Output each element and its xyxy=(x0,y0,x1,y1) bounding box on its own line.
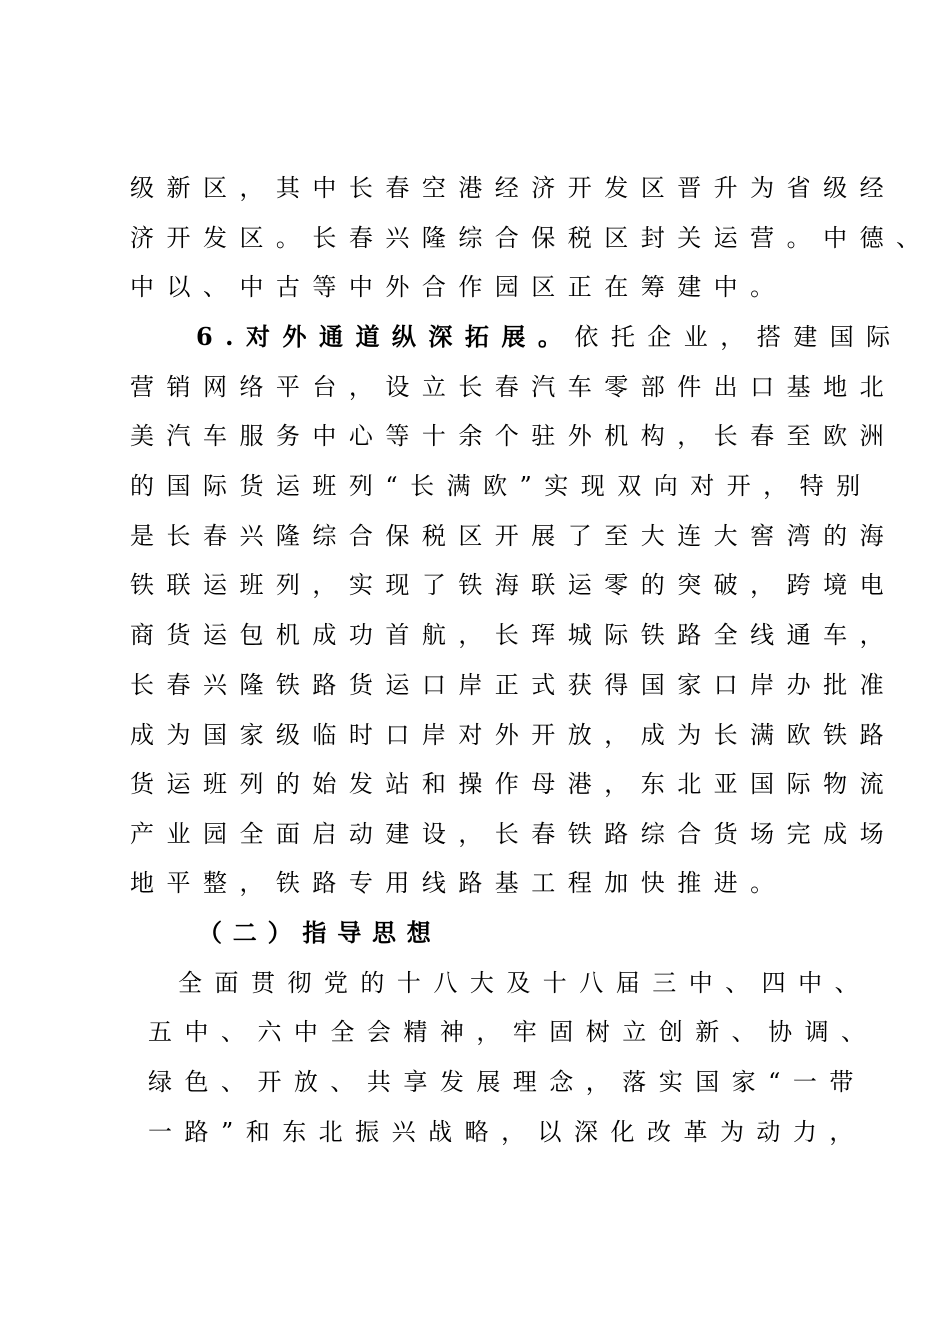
text-line: 产业园全面启动建设，长春铁路综合货场完成场 xyxy=(130,820,897,848)
text-line: 全面贯彻党的十八大及十八届三中、四中、 xyxy=(178,969,872,997)
text-line: 货运班列的始发站和操作母港，东北亚国际物流 xyxy=(130,770,897,798)
text-line: 商货运包机成功首航，长珲城际铁路全线通车， xyxy=(130,621,897,649)
paragraph-lead-line xyxy=(196,322,903,352)
text-line: 铁联运班列，实现了铁海联运零的突破，跨境电 xyxy=(130,571,897,599)
text-line: 绿色、开放、共享发展理念，落实国家“一带 xyxy=(148,1068,866,1096)
text-line: 美汽车服务中心等十余个驻外机构，长春至欧洲 xyxy=(130,422,897,450)
paragraph-lead-title: 6.对外通道纵深拓展。 xyxy=(196,322,575,351)
section-heading: （二）指导思想 xyxy=(198,918,442,947)
text-line: 是长春兴隆综合保税区开展了至大连大窖湾的海 xyxy=(130,522,897,550)
text-line: 营销网络平台，设立长春汽车零部件出口基地北 xyxy=(130,373,897,401)
text-line: 长春兴隆铁路货运口岸正式获得国家口岸办批准 xyxy=(130,671,897,699)
text-line: 五中、六中全会精神，牢固树立创新、协调、 xyxy=(148,1018,878,1046)
text-line: 级新区，其中长春空港经济开发区晋升为省级经 xyxy=(130,174,897,202)
text-line: 成为国家级临时口岸对外开放，成为长满欧铁路 xyxy=(130,721,897,749)
text-line: 地平整，铁路专用线路基工程加快推进。 xyxy=(130,869,787,897)
paragraph-lead-text: 依托企业，搭建国际 xyxy=(574,323,903,351)
text-line: 的国际货运班列“长满欧”实现双向对开，特别 xyxy=(130,472,873,500)
text-line: 一路”和东北振兴战略，以深化改革为动力， xyxy=(148,1118,866,1146)
text-line: 济开发区。长春兴隆综合保税区封关运营。中德、 xyxy=(130,224,933,252)
text-line: 中以、中古等中外合作园区正在筹建中。 xyxy=(130,273,787,301)
